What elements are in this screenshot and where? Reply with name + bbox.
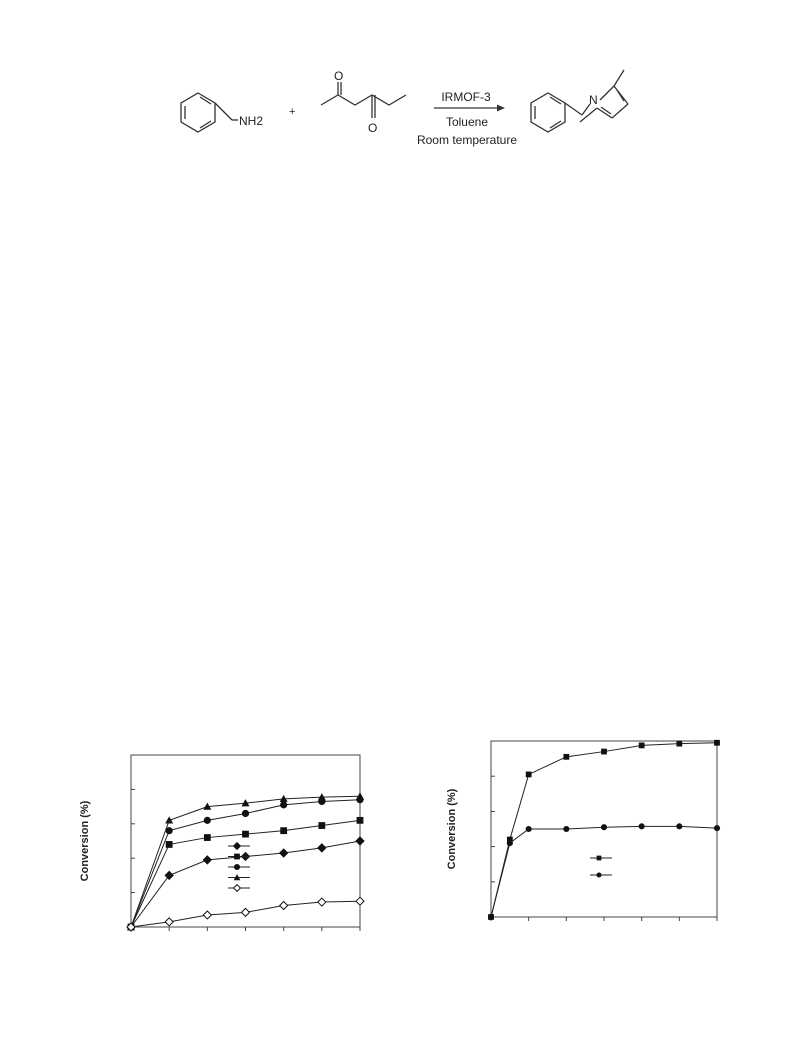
chart-0-legend-marker-4 bbox=[234, 885, 241, 892]
chart-0-legend-entry-0 bbox=[228, 843, 250, 850]
chart-0-series-1-point bbox=[204, 834, 211, 841]
chart-0-series-1-point bbox=[242, 831, 249, 838]
chart-0-series-1-point bbox=[166, 841, 173, 848]
chart-1-series-0-point bbox=[563, 754, 569, 760]
chart-1-series-1-line bbox=[491, 826, 717, 917]
chart-0-series-0-point bbox=[356, 837, 364, 845]
chart-0-series-4 bbox=[127, 897, 364, 931]
chart-0-series-1-point bbox=[280, 827, 287, 834]
chart-0-legend-entry-3 bbox=[228, 874, 250, 880]
condition-label: Room temperature bbox=[416, 133, 518, 147]
chart-0-series-0-point bbox=[280, 849, 288, 857]
plus-sign: + bbox=[289, 106, 296, 118]
chart-1-legend-entry-0 bbox=[590, 856, 612, 861]
chart-0-legend-marker-0 bbox=[234, 843, 241, 850]
chart-1-y-axis-label: Conversion (%) bbox=[446, 788, 458, 870]
chart-1-legend-marker-0 bbox=[597, 856, 602, 861]
chart-0-series-4-point bbox=[318, 898, 326, 906]
chart-0-legend-entry-4 bbox=[228, 885, 250, 892]
chart-0-legend-entry-2 bbox=[228, 864, 250, 870]
chart-0-series-3-point bbox=[165, 816, 173, 823]
chart-1-series-1-point bbox=[639, 823, 645, 829]
solvent-label: Toluene bbox=[445, 115, 489, 129]
chart-0-series-1-point bbox=[357, 817, 364, 824]
chart-1-legend-entry-1 bbox=[590, 872, 612, 877]
chart-1-series-1-point bbox=[601, 824, 607, 830]
reagent-label: IRMOF-3 bbox=[441, 90, 491, 104]
chart-1-series-0-point bbox=[526, 772, 532, 778]
chart-1-series-1-point bbox=[563, 826, 569, 832]
chart-0-series-2-point bbox=[280, 801, 287, 808]
chart-0-series-2-point bbox=[242, 810, 249, 817]
benzylamine-structure bbox=[181, 93, 238, 132]
chart-0-series-0-point bbox=[165, 871, 173, 879]
chart-right-svg bbox=[425, 728, 755, 928]
reaction-arrowhead bbox=[497, 105, 505, 112]
chart-left-svg bbox=[60, 740, 390, 940]
hexanedione-structure bbox=[321, 82, 406, 118]
chart-0-series-4-point bbox=[165, 918, 173, 926]
chart-0-series-4-point bbox=[203, 911, 211, 919]
conversion-chart-left bbox=[60, 740, 390, 940]
chart-1-series-0-point bbox=[639, 743, 645, 749]
chart-0-legend-marker-1 bbox=[234, 854, 240, 860]
chart-1-series-0-point bbox=[714, 740, 720, 746]
chart-0-legend-marker-2 bbox=[234, 864, 240, 870]
oxygen-1-label: O bbox=[334, 69, 344, 83]
chart-1-series-1-point bbox=[714, 825, 720, 831]
chart-1-series-1-point bbox=[676, 823, 682, 829]
chart-0-series-2-point bbox=[204, 817, 211, 824]
chart-1-series-1 bbox=[488, 823, 720, 920]
chart-0-series-4-point bbox=[280, 902, 288, 910]
chart-0-y-axis-label: Conversion (%) bbox=[79, 800, 91, 882]
chart-0-series-0-point bbox=[318, 844, 326, 852]
reaction-scheme bbox=[0, 0, 793, 170]
chart-0-series-1-point bbox=[318, 822, 325, 829]
conversion-chart-right bbox=[425, 728, 755, 928]
chart-1-legend-marker-1 bbox=[596, 872, 601, 877]
chart-1-series-1-point bbox=[526, 826, 532, 832]
chart-1-series-1-point bbox=[488, 914, 494, 920]
oxygen-2-label: O bbox=[368, 121, 378, 135]
chart-1-series-0-point bbox=[676, 741, 682, 747]
chart-0-series-4-point bbox=[356, 897, 364, 905]
chart-0-series-0-point bbox=[203, 856, 211, 864]
nitrogen-label: N bbox=[589, 93, 598, 107]
chart-0-series-4-point bbox=[242, 908, 250, 916]
amine-label: NH2 bbox=[239, 114, 264, 128]
chart-1-series-1-point bbox=[507, 840, 513, 846]
product-structure bbox=[531, 70, 628, 132]
chart-1-series-0-point bbox=[601, 749, 607, 755]
